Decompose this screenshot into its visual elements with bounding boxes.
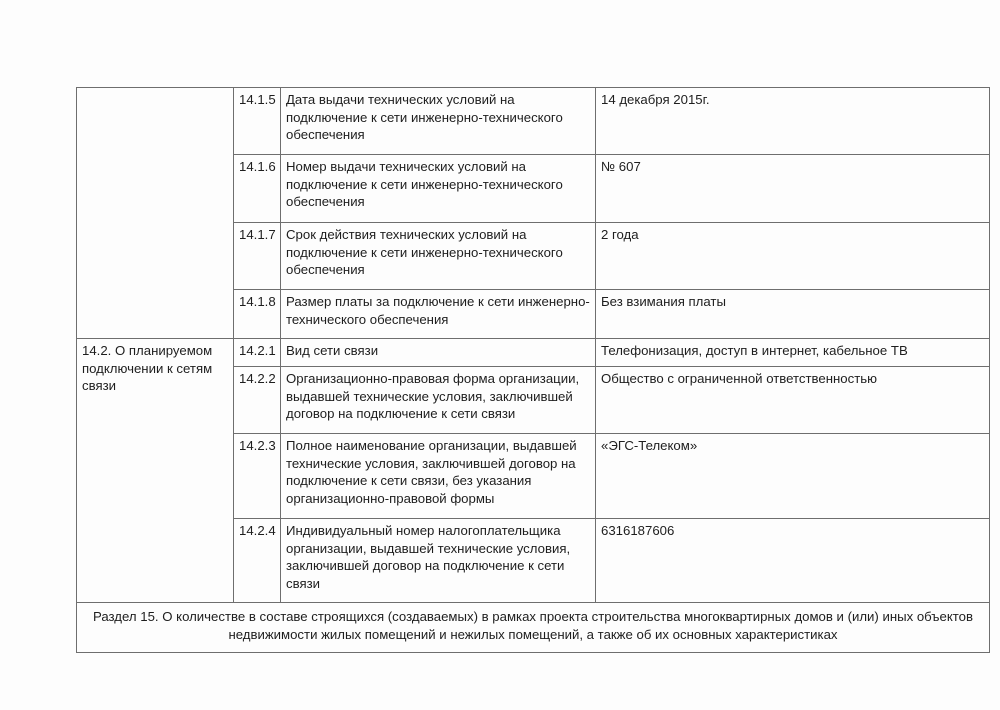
section-15-heading-row [77,603,990,653]
row-number: 14.2.1 [234,339,281,367]
row-label: Индивидуальный номер налогоплательщика организации, выдавшей технические условия, заключившей договор на подключение к сети связи [281,519,596,603]
row-number: 14.1.7 [234,223,281,290]
row-label: Вид сети связи [281,339,596,367]
row-value: 6316187606 [596,519,990,603]
section-title: 14.2. О планируемом подключении к сетям связи [77,339,234,603]
row-number: 14.1.5 [234,88,281,155]
row-value: Общество с ограниченной ответственностью [596,367,990,434]
row-label: Организационно-правовая форма организации, выдавшей технические условия, заключившей договор на подключение к сети связи [281,367,596,434]
row-value: Без взимания платы [596,290,990,339]
row-label: Полное наименование организации, выдавшей технические условия, заключившей договор на подключение к сети связи, без указания организационно-правовой формы [281,434,596,519]
row-number: 14.2.3 [234,434,281,519]
section-15-heading: Раздел 15. О количестве в составе строящихся (создаваемых) в рамках проекта строительства многоквартирных домов и (или) иных объектов недвижимости жилых помещений и нежилых помещений, а также об их основных характеристиках [77,603,990,653]
row-label: Дата выдачи технических условий на подключение к сети инженерно-технического обеспечения [281,88,596,155]
row-number: 14.2.2 [234,367,281,434]
row-label: Номер выдачи технических условий на подключение к сети инженерно-технического обеспечения [281,155,596,223]
row-value: 2 года [596,223,990,290]
row-number: 14.1.8 [234,290,281,339]
table-row [77,339,990,367]
row-value: Телефонизация, доступ в интернет, кабельное ТВ [596,339,990,367]
disclosure-table [76,87,990,653]
row-label: Размер платы за подключение к сети инженерно-технического обеспечения [281,290,596,339]
row-label: Срок действия технических условий на подключение к сети инженерно-технического обеспечения [281,223,596,290]
row-value: «ЭГС-Телеком» [596,434,990,519]
table-row [77,88,990,155]
row-number: 14.2.4 [234,519,281,603]
row-value: № 607 [596,155,990,223]
section-14-1-cell [77,88,234,339]
row-value: 14 декабря 2015г. [596,88,990,155]
row-number: 14.1.6 [234,155,281,223]
